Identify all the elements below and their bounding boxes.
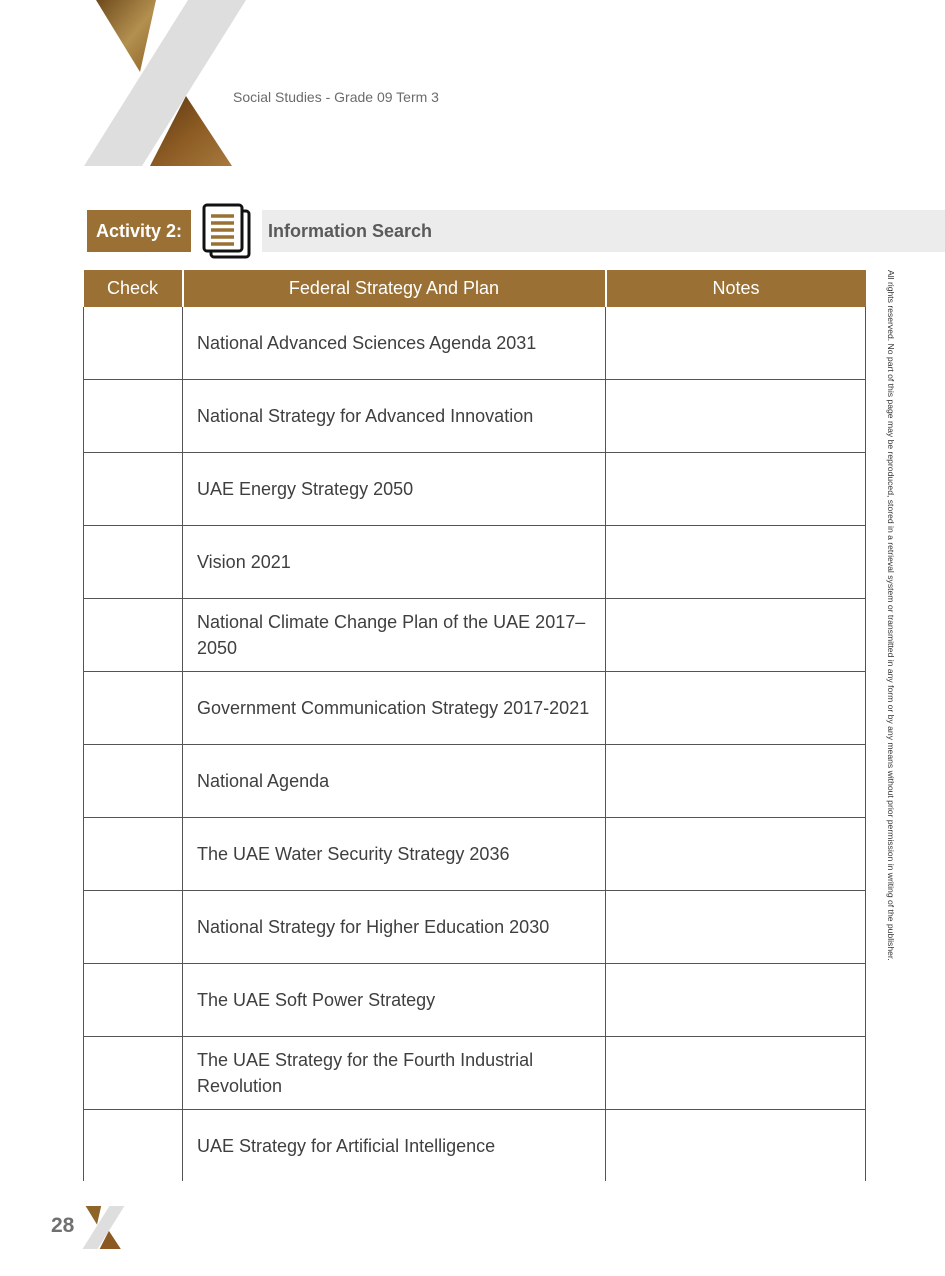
table-row (84, 964, 866, 1037)
table-row (84, 1110, 866, 1182)
notes-cell[interactable] (606, 307, 866, 380)
notes-cell[interactable] (606, 672, 866, 745)
check-cell[interactable] (84, 453, 183, 526)
check-cell[interactable] (84, 891, 183, 964)
check-cell[interactable] (84, 1037, 183, 1110)
notes-cell[interactable] (606, 964, 866, 1037)
brand-logo-small (82, 1206, 126, 1250)
strategy-table-container (83, 270, 865, 1181)
copyright-notice: All rights reserved. No part of this page may be reproduced, stored in a retrieval system or transmitted in any form or by any means without prior permission in writing of the publisher. (886, 270, 896, 961)
notes-cell[interactable] (606, 1110, 866, 1182)
notes-cell[interactable] (606, 891, 866, 964)
table-row (84, 891, 866, 964)
check-cell[interactable] (84, 672, 183, 745)
table-row (84, 453, 866, 526)
check-cell[interactable] (84, 818, 183, 891)
strategy-cell: National Climate Change Plan of the UAE 2017–2050 (183, 599, 606, 672)
column-header-check: Check (84, 270, 183, 307)
table-row (84, 818, 866, 891)
strategy-cell: Vision 2021 (183, 526, 606, 599)
page-number: 28 (51, 1214, 75, 1237)
column-header-strategy: Federal Strategy And Plan (183, 270, 606, 307)
strategy-cell: UAE Strategy for Artificial Intelligence (183, 1110, 606, 1182)
check-cell[interactable] (84, 964, 183, 1037)
document-icon (200, 202, 254, 260)
brand-logo (82, 0, 252, 170)
column-header-notes: Notes (606, 270, 866, 307)
check-cell[interactable] (84, 380, 183, 453)
strategy-cell: The UAE Strategy for the Fourth Industrial Revolution (183, 1037, 606, 1110)
strategy-cell: National Advanced Sciences Agenda 2031 (183, 307, 606, 380)
notes-cell[interactable] (606, 526, 866, 599)
check-cell[interactable] (84, 526, 183, 599)
check-cell[interactable] (84, 1110, 183, 1182)
notes-cell[interactable] (606, 1037, 866, 1110)
strategy-cell: Government Communication Strategy 2017-2021 (183, 672, 606, 745)
check-cell[interactable] (84, 745, 183, 818)
notes-cell[interactable] (606, 745, 866, 818)
table-header-row (84, 270, 866, 307)
activity-title (262, 210, 945, 252)
check-cell[interactable] (84, 307, 183, 380)
notes-cell[interactable] (606, 599, 866, 672)
activity-label: Activity 2: (87, 210, 191, 252)
notes-cell[interactable] (606, 380, 866, 453)
table-row (84, 1037, 866, 1110)
table-row (84, 380, 866, 453)
table-row (84, 599, 866, 672)
strategy-cell: National Agenda (183, 745, 606, 818)
strategy-cell: National Strategy for Advanced Innovation (183, 380, 606, 453)
course-header: Social Studies - Grade 09 Term 3 (233, 89, 439, 105)
notes-cell[interactable] (606, 453, 866, 526)
strategy-cell: National Strategy for Higher Education 2030 (183, 891, 606, 964)
strategy-cell: The UAE Water Security Strategy 2036 (183, 818, 606, 891)
activity-title-text: Information Search (268, 220, 433, 241)
strategy-cell: UAE Energy Strategy 2050 (183, 453, 606, 526)
strategy-table (83, 270, 866, 1181)
table-row (84, 745, 866, 818)
table-row (84, 526, 866, 599)
check-cell[interactable] (84, 599, 183, 672)
strategy-cell: The UAE Soft Power Strategy (183, 964, 606, 1037)
notes-cell[interactable] (606, 818, 866, 891)
table-row (84, 672, 866, 745)
table-row (84, 307, 866, 380)
